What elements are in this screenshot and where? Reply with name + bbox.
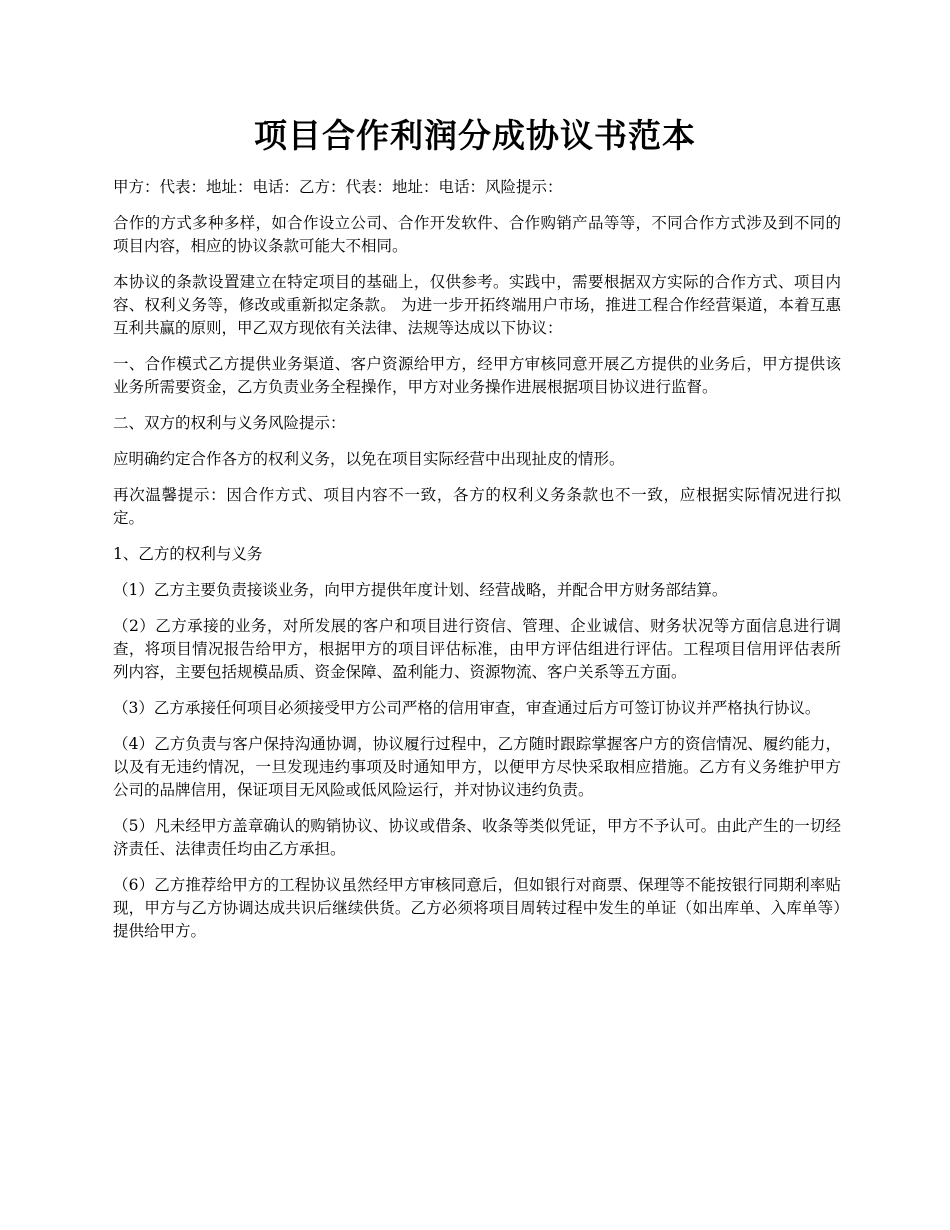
clause-item: （6）乙方推荐给甲方的工程协议虽然经甲方审核同意后，但如银行对商票、保理等不能按银行同期利率贴现，甲方与乙方协调达成共识后继续供货。乙方必须将项目周转过程中发生的单证（如出库单、入库单等）提供给甲方。 [113,876,841,940]
paragraph: 本协议的条款设置建立在特定项目的基础上，仅供参考。实践中，需要根据双方实际的合作方式、项目内容、权利义务等，修改或重新拟定条款。 为进一步开拓终端用户市场，推进工程合作经营渠道，本着互惠互利共赢的原则，甲乙双方现依有关法律、法规等达成以下协议： [113,273,841,337]
clause-item: （4）乙方负责与客户保持沟通协调，协议履行过程中，乙方随时跟踪掌握客户方的资信情况、履约能力，以及有无违约情况，一旦发现违约事项及时通知甲方，以便甲方尽快采取相应措施。乙方有义务维护甲方公司的品牌信用，保证项目无风险或低风险运行，并对协议违约负责。 [113,735,841,799]
paragraph: 再次温馨提示：因合作方式、项目内容不一致，各方的权利义务条款也不一致，应根据实际情况进行拟定。 [113,486,841,527]
subsection-heading: 1、乙方的权利与义务 [113,545,263,563]
clause-item: （2）乙方承接的业务，对所发展的客户和项目进行资信、管理、企业诚信、财务状况等方面信息进行调查，将项目情况报告给甲方，根据甲方的项目评估标准，由甲方评估组进行评估。工程项目信用评估表所列内容，主要包括规模品质、资金保障、盈利能力、资源物流、客户关系等五方面。 [113,617,841,681]
party-info-paragraph: 甲方：代表：地址：电话：乙方：代表：地址：电话：风险提示： [113,178,563,196]
document-title: 项目合作利润分成协议书范本 [254,116,696,155]
clause-item: （5）凡未经甲方盖章确认的购销协议、协议或借条、收条等类似凭证，甲方不予认可。由此产生的一切经济责任、法律责任均由乙方承担。 [113,817,841,858]
document-body [113,176,841,956]
section-rights-obligations-heading: 二、双方的权利与义务风险提示： [113,414,346,432]
paragraph: 应明确约定合作各方的权利义务，以免在项目实际经营中出现扯皮的情形。 [113,450,625,468]
clause-item: （3）乙方承接任何项目必须接受甲方公司严格的信用审查，审查通过后方可签订协议并严格执行协议。 [113,699,821,717]
clause-item: （1）乙方主要负责接谈业务，向甲方提供年度计划、经营战略，并配合甲方财务部结算。 [113,581,728,599]
paragraph: 合作的方式多种多样，如合作设立公司、合作开发软件、合作购销产品等等，不同合作方式涉及到不同的项目内容，相应的协议条款可能大不相同。 [113,214,841,255]
section-cooperation-mode: 一、合作模式乙方提供业务渠道、客户资源给甲方，经甲方审核同意开展乙方提供的业务后，甲方提供该业务所需要资金，乙方负责业务全程操作，甲方对业务操作进展根据项目协议进行监督。 [113,355,841,396]
